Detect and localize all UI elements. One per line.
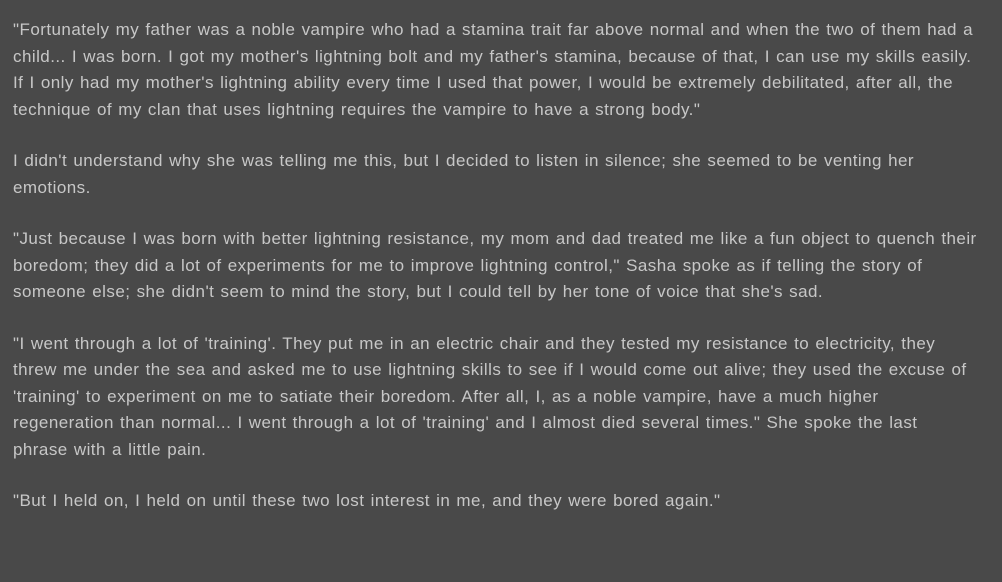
- story-paragraph: "I went through a lot of 'training'. They put me in an electric chair and they tested my resistance to electricity, they threw me under the sea and asked me to use lightning skills to see if I would come out alive; they used the excuse of 'training' to experiment on me to satiate their boredom. After all, I, as a noble vampire, have a much higher regeneration than normal... I went through a lot of 'training' and I almost died several times." She spoke the last phrase with a little pain.: [13, 333, 967, 459]
- story-paragraph: "Just because I was born with better lightning resistance, my mom and dad treated me like a fun object to quench their boredom; they did a lot of experiments for me to improve lightning control," Sasha spoke as if telling the story of someone else; she didn't seem to mind the story, but I could tell by her tone of voice that she's sad.: [13, 229, 977, 301]
- story-paragraph: "But I held on, I held on until these two lost interest in me, and they were bored again.": [13, 491, 721, 510]
- story-paragraph: I didn't understand why she was telling me this, but I decided to listen in silence; she seemed to be venting her emotions.: [13, 151, 915, 197]
- story-paragraph: "Fortunately my father was a noble vampire who had a stamina trait far above normal and when the two of them had a child... I was born. I got my mother's lightning bolt and my father's stamina, because of that, I can use my skills easily. If I only had my mother's lightning ability every time I used that power, I would be extremely debilitated, after all, the technique of my clan that uses lightning requires the vampire to have a strong body.": [13, 20, 974, 119]
